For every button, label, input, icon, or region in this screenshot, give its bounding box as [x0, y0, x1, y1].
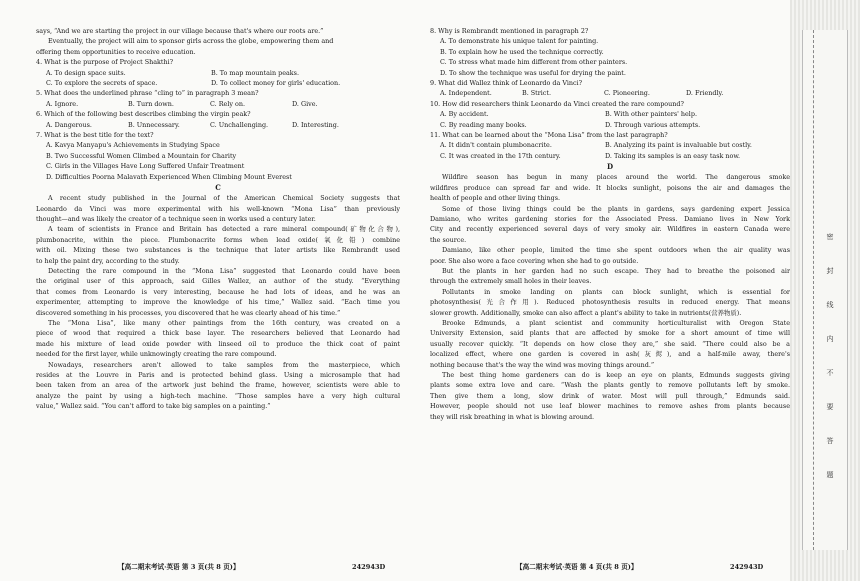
passage-d-line: But the plants in her garden had no such escape. They had to breathe the poisoned air	[442, 266, 790, 275]
option: C. To stress what made him different from other painters.	[440, 58, 628, 67]
passage-d-line: through the extremely small holes in their leaves.	[430, 277, 592, 286]
question-10-options	[430, 109, 790, 119]
exam-code: 242943D	[352, 563, 386, 571]
passage-c-line: value,” Wallez said. “You can't afford to take big samples on a painting.”	[36, 402, 271, 411]
question-11-options	[430, 151, 790, 161]
option: A. To design space suits.	[46, 68, 126, 77]
passage-b-tail: offering them opportunities to receive education.	[36, 47, 196, 56]
passage-d-line: the source.	[430, 235, 467, 244]
passage-c-line: plumbonacrite, within the piece. Plumbonacrite forms when lead oxide(氧化铅) combine	[36, 235, 400, 244]
passage-d-line: Wildfire season has begun in many places around the world. The dangerous smoke	[442, 173, 790, 182]
section-heading-c: C	[215, 183, 221, 193]
option: B. With other painters' help.	[605, 110, 697, 119]
question-4-options	[36, 68, 400, 78]
option: C. Rely on.	[210, 99, 245, 108]
passage-d-line: slower growth. Additionally, smoke can also affect a plant's ability to take in nutrients(营养物质).	[430, 308, 742, 317]
passage-d-line: nothing because that's the way the wind was moving things around.”	[430, 360, 655, 369]
option: B. To explain how he used the technique correctly.	[440, 47, 604, 56]
question-9-options	[430, 88, 790, 98]
seal-line	[813, 30, 814, 550]
question-5-options	[36, 99, 400, 109]
passage-c-line: that comes from Leonardo is very interesting, because he had lots of ideas, and he was an	[36, 287, 400, 296]
passage-d-line: Some of those living things could be the plants in gardens, says gardening expert Jessica	[442, 204, 790, 213]
passage-d-line: plants some extra love and care. “Wash the plants gently to remove pollutants left by smoke.	[430, 381, 790, 390]
passage-c-line: Nowadays, researchers aren't allowed to take samples from the masterpiece, which	[48, 360, 400, 369]
question-6-options	[36, 120, 400, 130]
question-6: 6. Which of the following best describes climbing the virgin peak?	[36, 110, 251, 119]
passage-d-line: localized effect, where one garden is covered in ash(灰烬), and a half-mile away, there's	[430, 350, 790, 359]
passage-c-line: Detecting the rare compound in the “Mona Lisa” suggested that Leonardo could have been	[48, 266, 400, 275]
passage-d-line: However, people should not use leaf blower machines to remove ashes from plants because	[430, 402, 790, 411]
option: D. Through various attempts.	[605, 120, 701, 129]
option: A. It didn't contain plumbonacrite.	[440, 141, 552, 150]
option: C. It was created in the 17th century.	[440, 151, 561, 160]
option: B. Analyzing its paint is invaluable but costly.	[605, 141, 752, 150]
passage-d-line: Damiano, who writes gardening stories for the Associated Press. Damiano lives in New York	[430, 214, 790, 223]
question-7: 7. What is the best title for the text?	[36, 131, 154, 140]
passage-c-line: The “Mona Lisa”, like many other paintings from the 16th century, was created on a	[48, 318, 400, 327]
passage-d-line: Damiano, like other people, limited the time she spent outdoors when the air quality was	[442, 246, 790, 255]
option: B. Two Successful Women Climbed a Mountain for Charity	[46, 151, 237, 160]
question-5: 5. What does the underlined phrase “cling to” in paragraph 3 mean?	[36, 89, 259, 98]
passage-c-line: experimenter, attempting to improve the knowledge of his time,” Wallez said. “Each time you	[36, 298, 400, 307]
passage-d-line: Then give them a long, slow drink of water. Most will pull through,” Edmunds said.	[430, 391, 790, 400]
question-11-options	[430, 140, 790, 150]
option: D. Give.	[292, 99, 318, 108]
option: A. Independent.	[440, 89, 492, 98]
option: A. By accident.	[440, 110, 489, 119]
option: D. Friendly.	[686, 89, 724, 98]
passage-c-line: made his mixture of lead oxide powder with linseed oil to produce the thick coat of paint	[36, 339, 400, 348]
option: B. To map mountain peaks.	[211, 68, 299, 77]
passage-c-line: resides at the Louvre in Paris and is protected behind glass. Using a microsample that had	[36, 371, 400, 379]
passage-d-line: University Extension, said plants that are affected by smoke for a short amount of time will	[430, 329, 790, 338]
passage-d-line: they will risk breathing in what is blowing around.	[430, 412, 595, 421]
option: A. Dangerous.	[46, 120, 92, 129]
passage-d-line: City and recently experienced several days of very smoky air. Wildfires in eastern Canada were	[430, 225, 790, 234]
option: D. To collect money for girls' education.	[211, 79, 341, 88]
passage-c-line: piece of wood that required a thick base layer. The researchers believed that Leonardo had	[36, 329, 400, 338]
question-10-options	[430, 120, 790, 130]
question-11: 11. What can be learned about the “Mona Lisa” from the last paragraph?	[430, 131, 668, 140]
passage-d-line: wildfires produce can spread far and wide. It blocks sunlight, poisons the air and damages the	[430, 183, 790, 192]
option: D. Interesting.	[292, 120, 339, 129]
passage-c-line: thought—and was likely the creator of a technique seen in works used a century later.	[36, 214, 316, 223]
option: C. Girls in the Villages Have Long Suffered Unfair Treatment	[46, 162, 245, 171]
passage-b-tail: says, “And we are starting the project in our village because that's where our roots are.”	[36, 27, 324, 35]
option: B. Unnecessary.	[128, 120, 180, 129]
option: D. Taking its samples is an easy task now.	[605, 151, 741, 160]
option: C. Pioneering.	[604, 89, 650, 98]
passage-c-line: Leonardo da Vinci was more experimental with his well-known “Mona Lisa” than previously	[36, 204, 400, 213]
passage-b-tail: Eventually, the project will aim to sponsor girls across the globe, empowering them and	[48, 37, 334, 46]
passage-d-line: health of people and other living things.	[430, 194, 561, 203]
passage-d-line: Brooke Edmunds, a plant scientist and community horticulturalist with Oregon State	[442, 318, 790, 327]
passage-c-line: analyze the paint by using a high-tech machine. “Those samples have a very high cultural	[36, 391, 400, 400]
passage-d-line: The best thing home gardeners can do is keep an eye on plants, Edmunds suggests giving	[442, 371, 790, 379]
option: A. Ignore.	[46, 99, 79, 108]
passage-c-line: the original user of this approach, said Gilles Wallez, an author of the study. “Everything	[36, 277, 400, 286]
question-9: 9. What did Wallez think of Leonardo da Vinci?	[430, 79, 583, 88]
seal-line-notice: 密 封 线 内 不 要 答 题	[826, 233, 834, 479]
option: C. To explore the secrets of space.	[46, 79, 158, 88]
page-footer: 【高二期末考试·英语 第 3 页(共 8 页)】	[118, 563, 240, 571]
passage-c-line: to help the paint dry, according to the study.	[36, 256, 180, 265]
question-10: 10. How did researchers think Leonardo da Vinci created the rare compound?	[430, 99, 684, 108]
passage-c-line: A recent study published in the Journal of the American Chemical Society suggests that	[48, 194, 400, 203]
page-footer: 【高二期末考试·英语 第 4 页(共 8 页)】	[516, 563, 638, 571]
binding-strip	[790, 0, 860, 581]
option: A. Kavya Manyapu's Achievements in Studying Space	[46, 141, 220, 150]
option: D. Difficulties Poorna Malavath Experienced When Climbing Mount Everest	[46, 172, 292, 181]
question-4: 4. What is the purpose of Project Shakthi?	[36, 58, 174, 67]
passage-c-line: been taken from an area of the artwork just behind the frame, however, scientists were able to	[36, 381, 400, 390]
option: A. To demonstrate his unique talent for painting.	[440, 37, 599, 46]
passage-c-line: needed for the first layer, while unknowingly creating the rare compound.	[36, 350, 277, 359]
question-4-options	[36, 78, 400, 88]
passage-c-line: discovered something in his processes, you discovered that he was clearly ahead of his time.”	[36, 308, 341, 317]
passage-d-line: Pollutants in smoke landing on plants can block sunlight, which is essential for	[442, 287, 790, 296]
option: C. By reading many books.	[440, 120, 527, 129]
exam-code: 242943D	[730, 563, 764, 571]
section-heading-d: D	[606, 162, 614, 172]
passage-d-line: photosynthesis(光合作用). Reduced photosynthesis results in reduced energy. That means	[430, 298, 790, 307]
passage-d-line: usually recover quickly. “It depends on how close they are,” she said. “There could also be a	[430, 339, 790, 348]
question-8: 8. Why is Rembrandt mentioned in paragraph 2?	[430, 27, 589, 35]
right-page	[430, 0, 790, 581]
passage-c-line: with oil. Mixing these two substances is the technique that later artists like Rembrandt used	[36, 246, 400, 255]
passage-c-line: A team of scientists in France and Britain has detected a rare mineral compound(矿物化合物),	[48, 225, 400, 234]
option: B. Strict.	[522, 89, 551, 98]
option: D. To show the technique was useful for drying the paint.	[440, 68, 626, 77]
option: C. Unchallenging.	[210, 120, 269, 129]
option: B. Turn down.	[128, 99, 174, 108]
binding-margin	[802, 30, 848, 550]
passage-d-line: poor. She also wore a face covering when she had to go outside.	[430, 256, 639, 265]
